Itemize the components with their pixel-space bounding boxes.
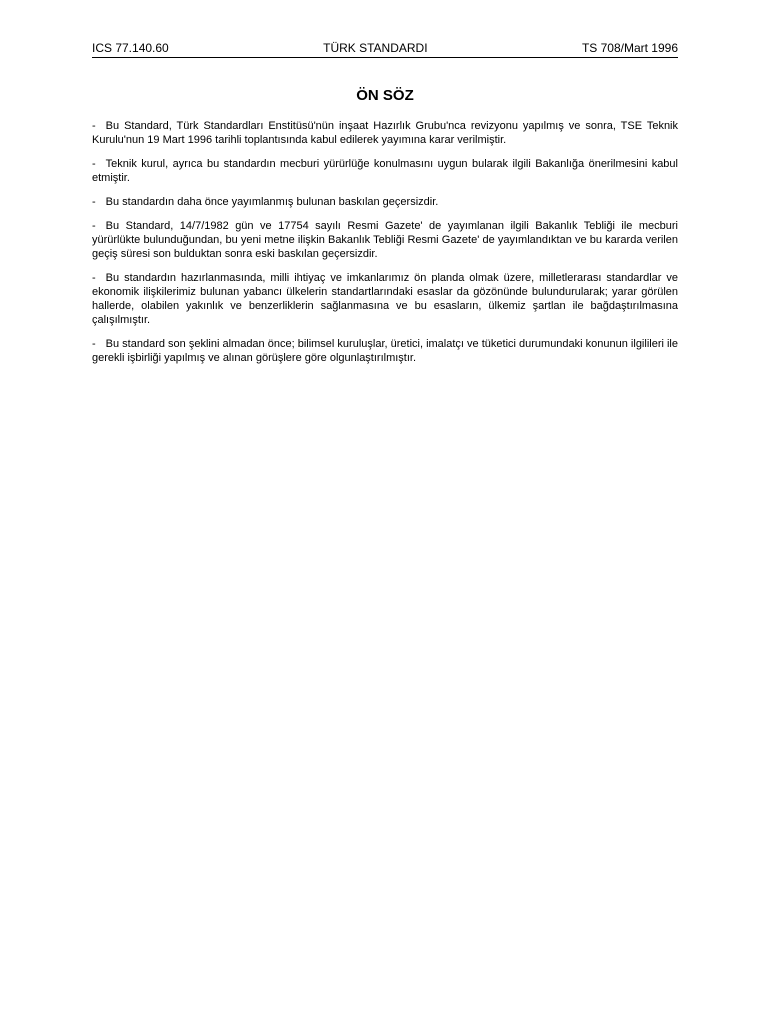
paragraph-text: Bu standard son şeklini almadan önce; bilimsel kuruluşlar, üretici, imalatçı ve tüketici durumundaki konunun ilgilileri ile gerekli işbirliği yapılmış ve alınan görüşlere göre olgunlaştırılmıştır.: [92, 338, 678, 364]
paragraph: [92, 219, 678, 261]
paragraph-dash: -: [92, 120, 96, 132]
page-title: ÖN SÖZ: [356, 87, 414, 104]
paragraph-dash: -: [92, 272, 96, 284]
ics-code: ICS 77.140.60: [92, 41, 169, 55]
paragraph: [92, 337, 678, 365]
paragraph-dash: -: [92, 158, 96, 170]
paragraph-text: Teknik kurul, ayrıca bu standardın mecburi yürürlüğe konulmasını uygun bularak ilgili Bakanlığa önerilmesini kabul etmiştir.: [92, 158, 678, 184]
page-header: [92, 40, 678, 58]
paragraph: [92, 195, 678, 209]
paragraph-text: Bu Standard, Türk Standardları Enstitüsü'nün inşaat Hazırlık Grubu'nca revizyonu yapılmış ve sonra, TSE Teknik Kurulu'nun 19 Mart 1996 tarihli toplantısında kabul edilerek yayımına karar verilmiştir.: [92, 120, 678, 146]
paragraph-text: Bu standardın hazırlanmasında, milli ihtiyaç ve imkanlarımız ön planda olmak üzere, milletlerarası standardlar ve ekonomik ilişkilerimiz bulunan yabancı ülkelerin standartlarındaki esaslar da gözönünde bulundurularak; yarar görülen hallerde, olabilen yakınlık ve benzerliklerin sağlanmasına ve bu esasların, ülkemiz şartlan ile bağdaştırılmasına çalışılmıştır.: [92, 272, 678, 326]
foreword-body: [92, 119, 678, 375]
paragraph: [92, 119, 678, 147]
standard-number-date: TS 708/Mart 1996: [581, 41, 678, 55]
paragraph-text: Bu standardın daha önce yayımlanmış bulunan baskılan geçersizdir.: [105, 196, 439, 208]
paragraph: [92, 271, 678, 327]
standard-label: TÜRK STANDARDI: [323, 41, 428, 55]
paragraph: [92, 157, 678, 185]
paragraph-text: Bu Standard, 14/7/1982 gün ve 17754 sayılı Resmi Gazete' de yayımlanan ilgili Bakanlık Tebliği ile mecburi yürürlükte bulunduğundan, bu yeni metne ilişkin Bakanlık Tebliği Resmi Gazete' de yayımlandıktan ve bu kararda verilen geçiş süresi son bulduktan sonra eski baskılan geçersizdir.: [92, 220, 678, 260]
paragraph-dash: -: [92, 220, 96, 232]
paragraph-dash: -: [92, 196, 96, 208]
paragraph-dash: -: [92, 338, 96, 350]
